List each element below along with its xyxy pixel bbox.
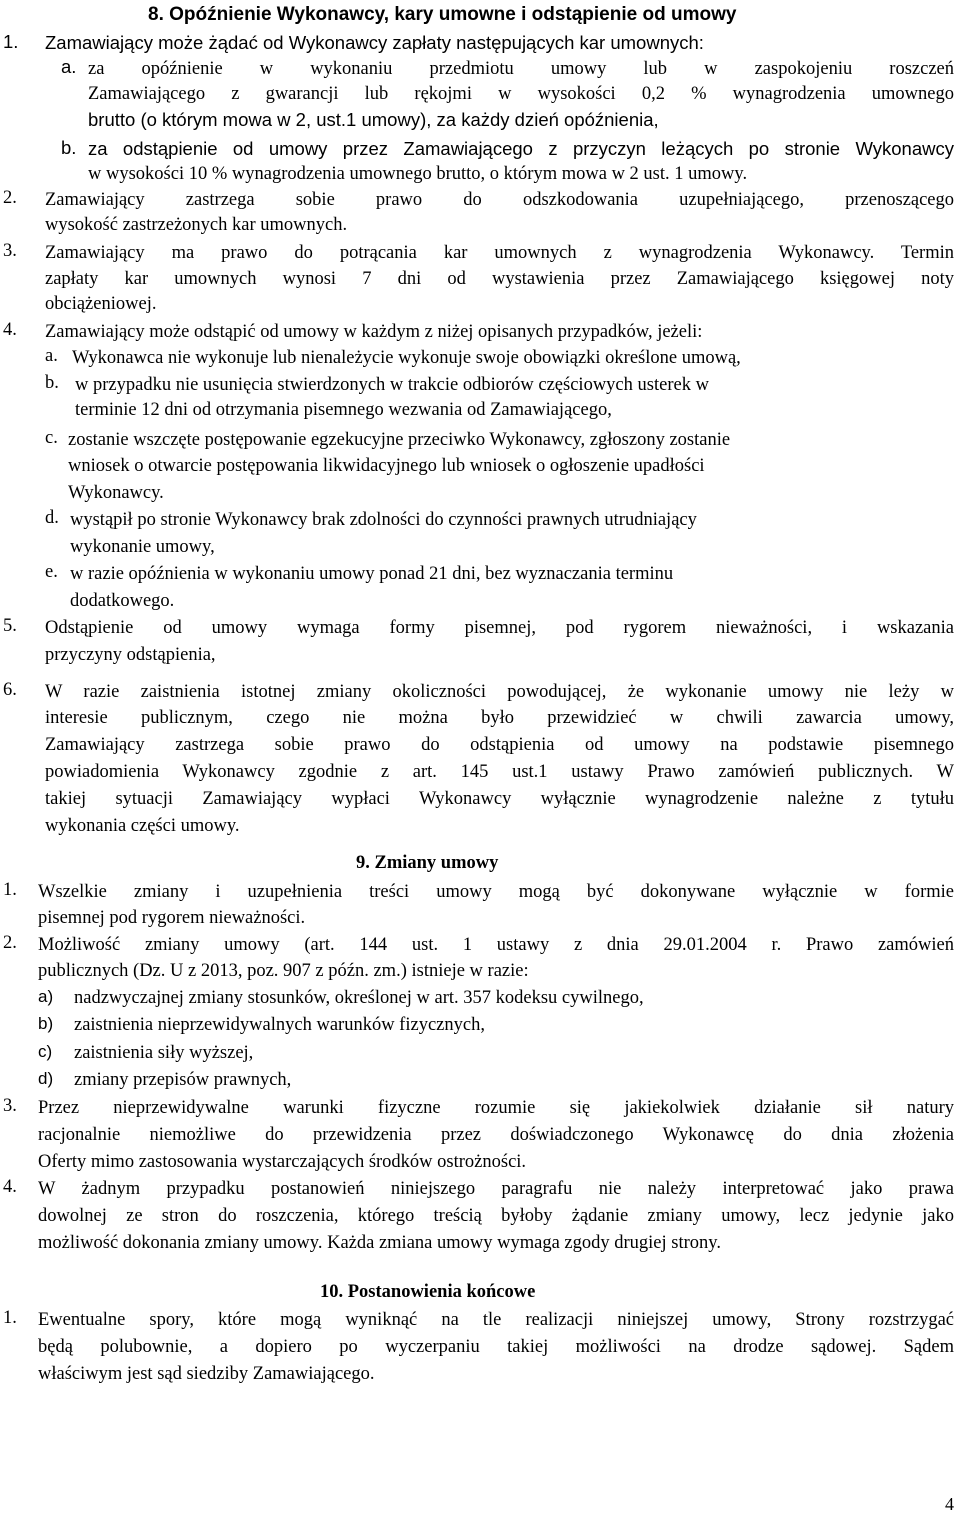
item-9-2b-number: b) [38, 1014, 54, 1033]
item-8-4e-number: e. [45, 562, 58, 582]
item-8-3-line: Zamawiający ma prawo do potrącania kar umownych z wynagrodzenia Wykonawcy. Termin [45, 243, 954, 263]
item-8-4-number: 4. [3, 320, 17, 340]
item-8-4c-line: zostanie wszczęte postępowanie egzekucyjne przeciwko Wykonawcy, zgłoszony zostanie [68, 430, 731, 450]
item-8-4e-line: dodatkowego. [70, 591, 175, 611]
item-8-4e-line: w razie opóźnienia w wykonaniu umowy ponad 21 dni, bez wyznaczania terminu [70, 564, 674, 584]
item-8-1b-line: w wysokości 10 % wynagrodzenia umownego brutto, o którym mowa w 2 ust. 1 umowy. [88, 164, 748, 184]
item-9-4-line: dowolnej ze stron do roszczenia, którego treścią byłoby żądanie zmiany umowy, lecz jedynie jako [38, 1206, 954, 1226]
item-8-4b-number: b. [45, 373, 59, 393]
item-8-3-line: zapłaty kar umownych wynosi 7 dni od wystawienia przez Zamawiającego księgowej noty [45, 269, 954, 289]
item-8-1-text: Zamawiający może żądać od Wykonawcy zapłaty następujących kar umownych: [45, 32, 704, 53]
item-8-1-number: 1. [3, 31, 19, 52]
item-9-3-number: 3. [3, 1096, 17, 1116]
item-10-1-line: będą polubownie, a dopiero po wyczerpaniu takiej możliwości na drodze sądowej. Sądem [38, 1337, 954, 1357]
item-9-2-line: publicznych (Dz. U z 2013, poz. 907 z późn. zm.) istnieje w razie: [38, 961, 529, 981]
item-8-4-text: Zamawiający może odstąpić od umowy w każdym z niżej opisanych przypadków, jeżeli: [45, 322, 703, 342]
item-9-2-line: Możliwość zmiany umowy (art. 144 ust. 1 ustawy z dnia 29.01.2004 r. Prawo zamówień [38, 935, 954, 955]
item-9-1-line: Wszelkie zmiany i uzupełnienia treści umowy mogą być dokonywane wyłącznie w formie [38, 882, 954, 902]
item-8-4b-line: terminie 12 dni od otrzymania pisemnego wezwania od Zamawiającego, [75, 400, 612, 420]
item-9-2a-text: nadzwyczajnej zmiany stosunków, określonej w art. 357 kodeksu cywilnego, [74, 988, 644, 1008]
item-9-1-line: pisemnej pod rygorem nieważności. [38, 908, 306, 928]
item-8-4b-line: w przypadku nie usunięcia stwierdzonych w trakcie odbiorów częściowych usterek w [75, 375, 709, 395]
section-9-title: 9. Zmiany umowy [356, 853, 499, 873]
item-10-1-number: 1. [3, 1308, 17, 1328]
item-9-4-line: W żadnym przypadku postanowień niniejszego paragrafu nie należy interpretować jako prawa [38, 1179, 954, 1199]
page-number: 4 [945, 1494, 954, 1514]
item-10-1-line: właściwym jest sąd siedziby Zamawiającego. [38, 1364, 375, 1384]
item-8-1a-number: a. [61, 56, 77, 77]
item-8-4d-line: wystąpił po stronie Wykonawcy brak zdolności do czynności prawnych utrudniający [70, 510, 697, 530]
item-9-2a-number: a) [38, 987, 54, 1006]
item-8-4d-line: wykonanie umowy, [70, 537, 215, 557]
item-9-2b-text: zaistnienia nieprzewidywalnych warunków fizycznych, [74, 1015, 485, 1035]
item-10-1-line: Ewentualne spory, które mogą wyniknąć na tle realizacji niniejszej umowy, Strony rozstrzygać [38, 1310, 954, 1330]
item-8-4c-line: wniosek o otwarcie postępowania likwidacyjnego lub wniosek o ogłoszenie upadłości [68, 456, 705, 476]
item-9-3-line: racjonalnie niemożliwe do przewidzenia przez doświadczonego Wykonawcę do dnia złożenia [38, 1125, 954, 1145]
item-9-3-line: Oferty mimo zastosowania wystarczających środków ostrożności. [38, 1152, 527, 1172]
item-8-6-line: interesie publicznym, czego nie można było przewidzieć w chwili zawarcia umowy, [45, 708, 954, 728]
item-8-1a-line: brutto (o którym mowa w 2, ust.1 umowy), za każdy dzień opóźnienia, [88, 109, 659, 130]
item-8-3-line: obciążeniowej. [45, 294, 157, 314]
item-8-1b-number: b. [61, 137, 77, 158]
item-8-6-line: powiadomienia Wykonawcy zgodnie z art. 145 ust.1 ustawy Prawo zamówień publicznych. W [45, 762, 954, 782]
item-8-3-number: 3. [3, 241, 17, 261]
item-8-2-line: Zamawiający zastrzega sobie prawo do odszkodowania uzupełniającego, przenoszącego [45, 190, 954, 210]
item-8-6-number: 6. [3, 680, 17, 700]
item-8-2-number: 2. [3, 188, 17, 208]
item-9-2d-number: d) [38, 1069, 54, 1088]
item-8-5-line: przyczyny odstąpienia, [45, 645, 216, 665]
item-8-4c-line: Wykonawcy. [68, 483, 164, 503]
item-8-6-line: wykonania części umowy. [45, 816, 240, 836]
section-10-title: 10. Postanowienia końcowe [320, 1282, 536, 1302]
item-9-2d-text: zmiany przepisów prawnych, [74, 1070, 292, 1090]
item-8-4a-number: a. [45, 346, 58, 366]
item-8-4d-number: d. [45, 508, 59, 528]
item-8-2-line: wysokość zastrzeżonych kar umownych. [45, 215, 348, 235]
item-8-1a-line: Zamawiającego z gwarancji lub rękojmi w wysokości 0,2 % wynagrodzenia umownego [88, 84, 954, 104]
item-9-1-number: 1. [3, 880, 17, 900]
item-8-1a-line: za opóźnienie w wykonaniu przedmiotu umowy lub w zaspokojeniu roszczeń [88, 59, 954, 79]
item-8-4c-number: c. [45, 428, 58, 448]
item-9-4-line: możliwość dokonania zmiany umowy. Każda zmiana umowy wymaga zgody drugiej strony. [38, 1233, 721, 1253]
item-9-2c-text: zaistnienia siły wyższej, [74, 1043, 254, 1063]
section-8-title: 8. Opóźnienie Wykonawcy, kary umowne i odstąpienie od umowy [148, 4, 737, 25]
item-8-6-line: W razie zaistnienia istotnej zmiany okoliczności powodującej, że wykonanie umowy nie leży w [45, 682, 954, 702]
item-8-1b-line: za odstąpienie od umowy przez Zamawiającego z przyczyn leżących po stronie Wykonawcy [88, 138, 954, 159]
item-8-5-number: 5. [3, 616, 17, 636]
item-9-2-number: 2. [3, 933, 17, 953]
item-8-6-line: Zamawiający zastrzega sobie prawo do odstąpienia od umowy na podstawie pisemnego [45, 735, 954, 755]
item-8-6-line: takiej sytuacji Zamawiający wypłaci Wykonawcy wyłącznie wynagrodzenie należne z tytułu [45, 789, 954, 809]
item-8-4a-text: Wykonawca nie wykonuje lub nienależycie wykonuje swoje obowiązki określone umową, [72, 348, 741, 368]
item-9-2c-number: c) [38, 1042, 53, 1061]
item-9-4-number: 4. [3, 1177, 17, 1197]
item-8-5-line: Odstąpienie od umowy wymaga formy pisemnej, pod rygorem nieważności, i wskazania [45, 618, 954, 638]
item-9-3-line: Przez nieprzewidywalne warunki fizyczne rozumie się jakiekolwiek działanie sił natury [38, 1098, 954, 1118]
